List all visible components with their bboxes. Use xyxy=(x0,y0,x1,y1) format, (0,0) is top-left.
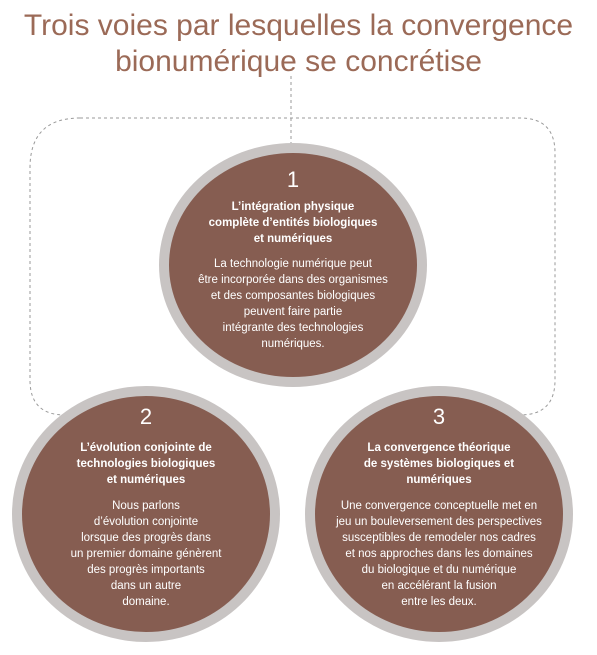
way-2-heading: L’évolution conjointe de technologies biologiques et numériques xyxy=(76,442,216,486)
way-3-heading: La convergence théorique de systèmes biologiques et numériques xyxy=(363,442,515,486)
way-1-circle xyxy=(169,153,417,377)
way-3-number: 3 xyxy=(432,404,446,429)
way-2-number: 2 xyxy=(139,404,153,429)
way-2-circle xyxy=(22,396,270,632)
title-line-1: Trois voies par lesquelles la convergence xyxy=(23,9,574,42)
way-3-description: Une convergence conceptuelle met en jeu un bouleversement des perspectives susceptibles de remodeler nos cadres et nos approches dans les domaines du biologique et du numérique en accélérant la fusion entre les deux. xyxy=(336,500,542,608)
way-3-circle xyxy=(315,396,563,632)
way-1-number: 1 xyxy=(286,167,300,192)
way-1-description: La technologie numérique peut être incorporée dans des organismes et des composantes biologiques peuvent faire partie intégrante des technologies numériques. xyxy=(198,258,388,350)
way-2-description: Nous parlons d’évolution conjointe lorsque des progrès dans un premier domaine génèrent des progrès importants dans un autre domaine. xyxy=(70,500,222,608)
way-1-heading: L’intégration physique complète d’entités biologiques et numériques xyxy=(208,201,378,245)
title-line-2: bionumérique se concrétise xyxy=(115,45,482,78)
